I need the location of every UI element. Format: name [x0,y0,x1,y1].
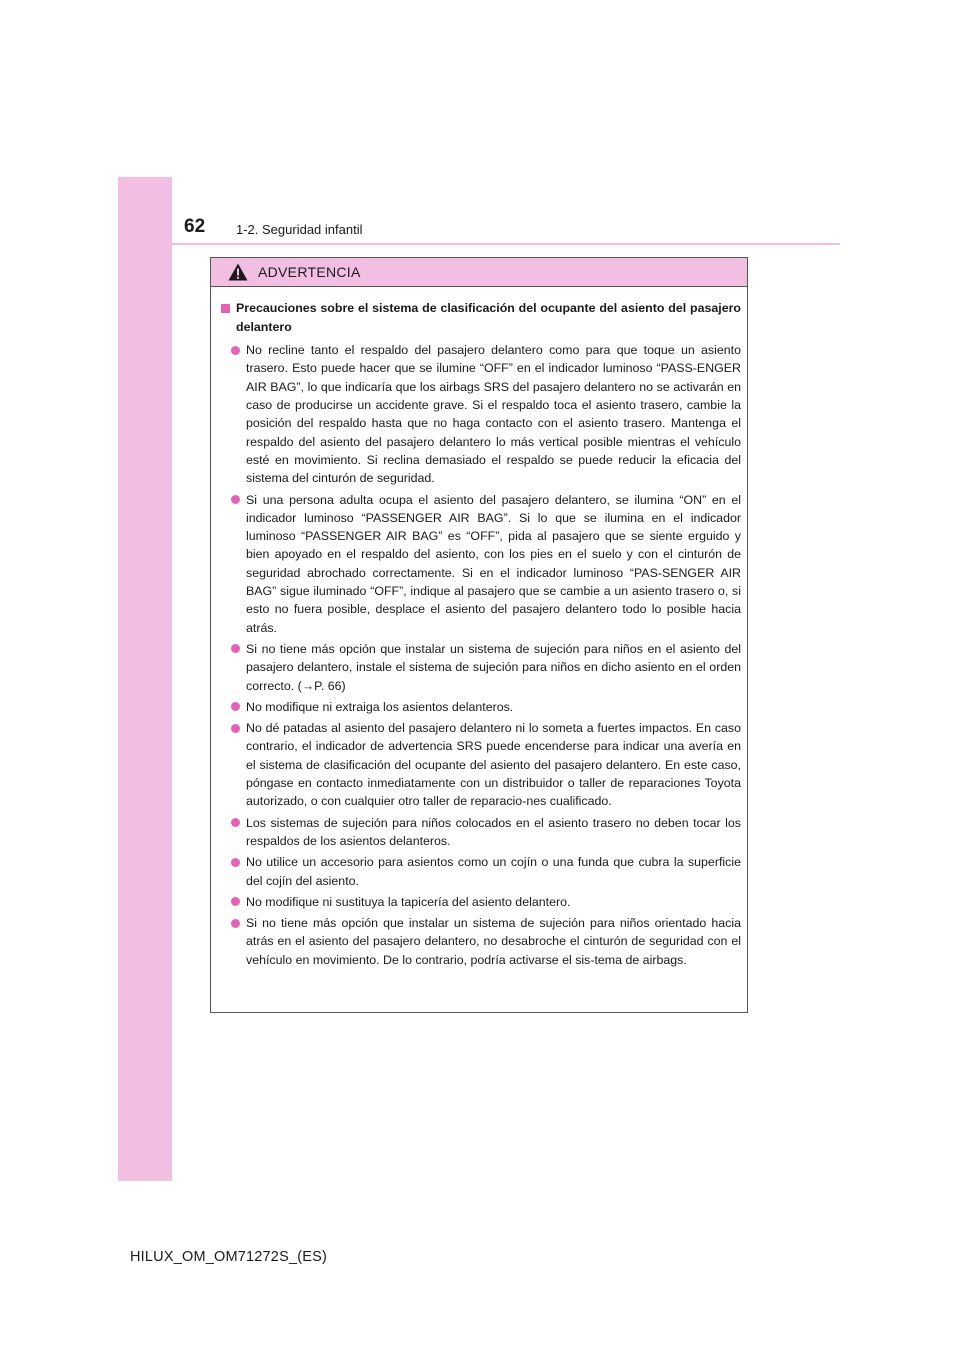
round-bullet-icon [231,702,240,711]
warning-heading [221,299,741,336]
list-item [221,491,741,637]
header-divider [118,243,840,245]
warning-body [211,287,747,969]
warning-header [211,258,747,287]
warning-heading-text: Precauciones sobre el sistema de clasificación del ocupante del asiento del pasajero delantero [236,301,741,334]
warning-title: ADVERTENCIA [258,264,361,280]
list-item [221,914,741,969]
warning-box [210,257,748,1013]
round-bullet-icon [231,858,240,867]
list-item-text: No utilice un accesorio para asientos como un cojín o una funda que cubra la superficie del cojín del asiento. [246,855,741,888]
round-bullet-icon [231,346,240,355]
list-item-text: No modifique ni sustituya la tapicería del asiento delantero. [246,894,571,909]
page-number: 62 [184,216,206,237]
list-item-text: No recline tanto el respaldo del pasajero delantero como para que toque un asiento trasero. Esto puede hacer que se ilumine “OFF” en el indicador luminoso “PASS-ENGER AIR BAG”, lo que indicaría que los airbags SRS del pasajero delantero no se activarán en caso de producirse un accidente grave. Si el respaldo toca el asiento trasero, cambie la posición del respaldo hasta que no haga contacto con el asiento trasero. Mantenga el respaldo del asiento del pasajero delantero lo más vertical posible mientras el vehículo esté en movimiento. Si reclina demasiado el respaldo se puede reducir la eficacia del sistema del cinturón de seguridad. [246,343,741,486]
round-bullet-icon [231,919,240,928]
round-bullet-icon [231,897,240,906]
round-bullet-icon [231,724,240,733]
round-bullet-icon [231,818,240,827]
list-item-text: Si una persona adulta ocupa el asiento del pasajero delantero, se ilumina “ON” en el indicador luminoso “PASSENGER AIR BAG”. Si lo que se ilumina en el indicador luminoso “PASSENGER AIR BAG” es “OFF”, pida al pasajero que se siente erguido y bien apoyado en el respaldo del asiento, con los pies en el suelo y con el cinturón de seguridad abrochado correctamente. Si en el indicador luminoso “PAS-SENGER AIR BAG” sigue iluminado “OFF”, indique al pasajero que se cambie a un asiento trasero o, si esto no fuera posible, desplace el asiento del pasajero delantero todo lo posible hacia atrás. [246,492,741,635]
list-item [221,893,741,911]
list-item-text: Los sistemas de sujeción para niños colocados en el asiento trasero no deben tocar los respaldos de los asientos delanteros. [246,815,741,848]
list-item [221,814,741,851]
list-item [221,341,741,487]
document-code: HILUX_OM_OM71272S_(ES) [130,1249,328,1265]
list-item [221,853,741,890]
list-item-text: Si no tiene más opción que instalar un sistema de sujeción para niños orientado hacia atrás en el asiento del pasajero delantero, no desabroche el cinturón de seguridad con el vehículo en movimiento. De lo contrario, podría activarse el sis-tema de airbags. [246,916,741,967]
list-item-text: Si no tiene más opción que instalar un sistema de sujeción para niños en el asiento del pasajero delantero, instale el sistema de sujeción para niños en dicho asiento en el orden correcto. (→P. 66) [246,641,741,693]
square-bullet-icon [221,304,230,313]
list-item [221,698,741,716]
section-title: 1-2. Seguridad infantil [236,222,363,237]
list-item [221,719,741,810]
list-item-text: No modifique ni extraiga los asientos delanteros. [246,699,514,714]
list-item [221,640,741,695]
round-bullet-icon [231,644,240,653]
warning-triangle-icon [228,263,248,281]
list-item-text: No dé patadas al asiento del pasajero delantero ni lo someta a fuertes impactos. En caso contrario, el indicador de advertencia SRS puede encenderse para indicar una avería en el sistema de clasificación del ocupante del asiento del pasajero delantero. En este caso, póngase en contacto inmediatamente con un distribuidor o taller de reparaciones Toyota autorizado, o con cualquier otro taller de reparacio-nes cualificado. [246,721,741,809]
side-tab-bar [118,177,172,1181]
round-bullet-icon [231,495,240,504]
